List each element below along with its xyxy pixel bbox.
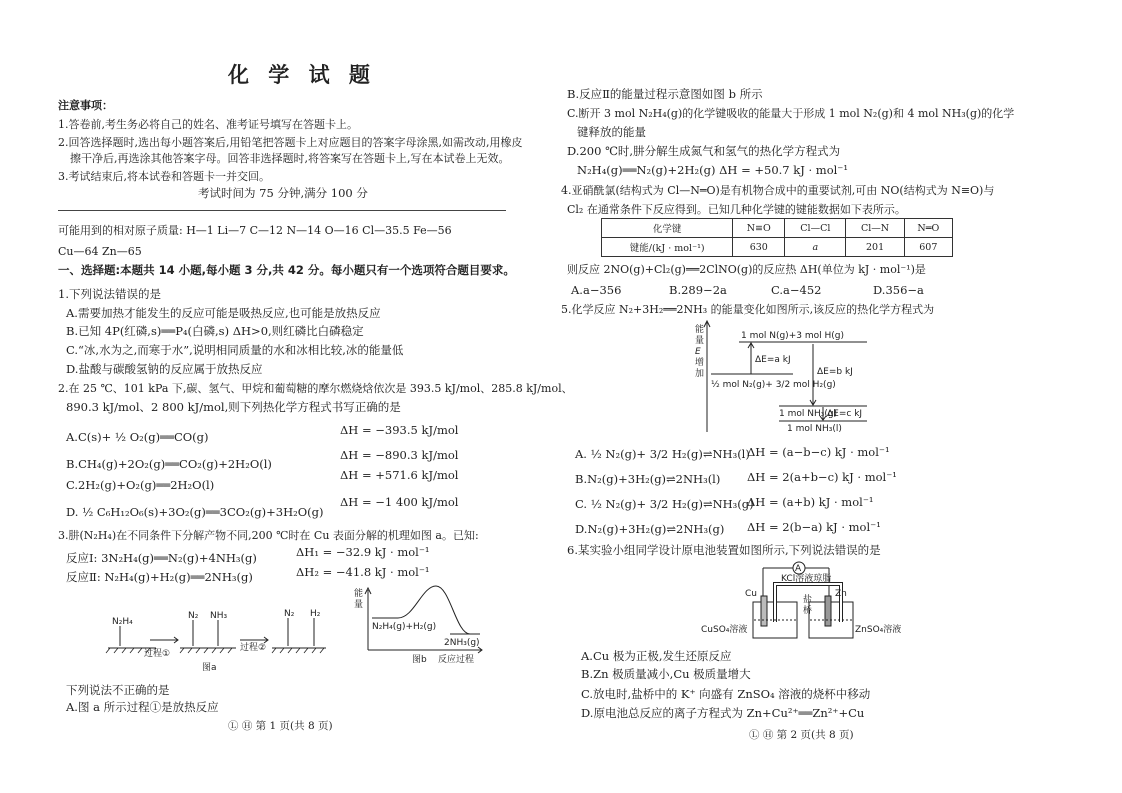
- diagram-ylabel-3: E: [695, 347, 701, 357]
- q6-stem: 6.某实验小组同学设计原电池装置如图所示,下列说法错误的是: [567, 543, 881, 557]
- figb-caption: 图b: [412, 655, 427, 665]
- q4-option-a: A.a−356: [571, 283, 622, 297]
- table-header-cell: N═O: [904, 219, 952, 238]
- q4-stem-1: 4.亚硝酰氯(结构式为 Cl—N═O)是有机物合成中的重要试剂,可由 NO(结构式为 N≡O)与: [561, 184, 995, 197]
- table-cell: 607: [904, 238, 952, 257]
- q1-option-b: B.已知 4P(红磷,s)══P₄(白磷,s) ΔH>0,则红磷比白磷稳定: [66, 324, 364, 338]
- salt-bridge-char-2: 桥: [803, 606, 813, 616]
- section-1-heading: 一、选择题:本题共 14 小题,每小题 3 分,共 42 分。每小题只有一个选项符合题目要求。: [58, 263, 515, 277]
- figa-n2-b: N₂: [284, 609, 295, 619]
- cuso4-label: CuSO₄溶液: [701, 625, 748, 635]
- q3-option-b: B.反应Ⅱ的能量过程示意图如图 b 所示: [567, 87, 763, 101]
- q6-option-c: C.放电时,盐桥中的 K⁺ 向盛有 ZnSO₄ 溶液的烧杯中移动: [581, 687, 871, 701]
- table-header-cell: 化学键: [602, 219, 733, 238]
- cu-electrode-label: Cu: [745, 589, 757, 599]
- diagram-nh3-liquid: 1 mol NH₃(l): [787, 424, 842, 434]
- q4-option-b: B.289−2a: [669, 283, 727, 297]
- q5-option-b-dh: ΔH = 2(a+b−c) kJ · mol⁻¹: [747, 470, 897, 484]
- q5-stem: 5.化学反应 N₂+3H₂══2NH₃ 的能量变化如图所示,该反应的热化学方程式为: [561, 303, 935, 316]
- q2-option-d-dh: ΔH = −1 400 kJ/mol: [340, 495, 459, 509]
- notice-heading: 注意事项：: [58, 99, 113, 112]
- figa-step-1: 过程①: [144, 649, 171, 659]
- q2-option-c: C.2H₂(g)+O₂(g)══2H₂O(l): [66, 478, 215, 492]
- q3-option-a: A.图 a 所示过程①是放热反应: [66, 700, 219, 714]
- notice-2-cont: 擦干净后,再选涂其他答案字母。回答非选择题时,将答案写在答题卡上,写在本试卷上无效。: [70, 152, 510, 165]
- table-cell: 键能/(kJ · mol⁻¹): [602, 238, 733, 257]
- figa-n2h4: N₂H₄: [112, 617, 133, 627]
- table-cell: 201: [846, 238, 904, 257]
- q3-reaction-1: 反应Ⅰ: 3N₂H₄(g)══N₂(g)+4NH₃(g): [66, 551, 257, 565]
- q3-option-c-1: C.断开 3 mol N₂H₄(g)的化学键吸收的能量大于形成 1 mol N₂(g)和 4 mol NH₃(g)的化学: [567, 107, 1015, 120]
- q2-option-d: D. ½ C₆H₁₂O₆(s)+3O₂(g)══3CO₂(g)+3H₂O(g): [66, 505, 324, 519]
- page-2: [561, 0, 1122, 793]
- exam-time: 考试时间为 75 分钟,满分 100 分: [198, 186, 368, 200]
- q4-option-d: D.356−a: [873, 283, 924, 297]
- q1-option-c: C.“冰,水为之,而寒于水”,说明相同质量的水和冰相比较,冰的能量低: [66, 343, 404, 357]
- q5-option-a: A. ½ N₂(g)+ 3/2 H₂(g)⇌NH₃(l): [575, 447, 750, 461]
- q3-following: 下列说法不正确的是: [66, 683, 170, 697]
- zn-electrode-label: Zn: [835, 589, 847, 599]
- ammeter-icon: A: [795, 564, 802, 574]
- notice-3: 3.考试结束后,将本试卷和答题卡一并交回。: [58, 170, 270, 183]
- bond-energy-table: [601, 218, 953, 257]
- diagram-delta-a: ΔE=a kJ: [755, 355, 791, 365]
- figure-b: [352, 584, 492, 674]
- q1-stem: 1.下列说法错误的是: [58, 287, 161, 301]
- figa-h2: H₂: [310, 609, 321, 619]
- diagram-nh3-gas: 1 mol NH₃(g): [779, 409, 838, 419]
- diagram-delta-b: ΔE=b kJ: [817, 367, 853, 377]
- q5-option-c-dh: ΔH = (a+b) kJ · mol⁻¹: [747, 495, 874, 509]
- figure-a: [100, 600, 340, 680]
- q5-option-c: C. ½ N₂(g)+ 3/2 H₂(g)⇌NH₃(g): [575, 497, 754, 511]
- q6-option-b: B.Zn 极质量减小,Cu 极质量增大: [581, 667, 751, 681]
- figb-ylabel-2: 量: [354, 600, 364, 610]
- q6-option-d: D.原电池总反应的离子方程式为 Zn+Cu²⁺══Zn²⁺+Cu: [581, 706, 865, 720]
- notice-1: 1.答卷前,考生务必将自己的姓名、准考证号填写在答题卡上。: [58, 118, 358, 131]
- galvanic-cell-figure: [701, 560, 901, 642]
- figa-step-2: 过程②: [240, 643, 267, 653]
- znso4-label: ZnSO₄溶液: [855, 625, 902, 635]
- q5-option-d: D.N₂(g)+3H₂(g)⇌2NH₃(g): [575, 522, 725, 536]
- q3-reaction-2-dh: ΔH₂ = −41.8 kJ · mol⁻¹: [296, 565, 430, 579]
- table-header-row: [602, 219, 953, 238]
- figb-left-label: N₂H₄(g)+H₂(g): [372, 622, 437, 632]
- q5-option-d-dh: ΔH = 2(b−a) kJ · mol⁻¹: [747, 520, 881, 534]
- diagram-ylabel-5: 加: [695, 369, 705, 379]
- q3-option-c-2: 键释放的能量: [577, 125, 646, 139]
- q2-option-c-dh: ΔH = +571.6 kJ/mol: [340, 468, 459, 482]
- atomic-masses-2: Cu—64 Zn—65: [58, 245, 142, 258]
- figb-right-label: 2NH₃(g): [444, 638, 480, 648]
- q5-option-b: B.N₂(g)+3H₂(g)⇌2NH₃(l): [575, 472, 721, 486]
- page-1-footer: Ⓛ Ⓗ 第 1 页(共 8 页): [228, 720, 333, 732]
- header-divider: [58, 210, 506, 211]
- q4-option-c: C.a−452: [771, 283, 822, 297]
- table-cell: a: [785, 238, 846, 257]
- q2-option-a: A.C(s)+ ½ O₂(g)══CO(g): [66, 430, 209, 444]
- table-header-cell: N≡O: [733, 219, 785, 238]
- notice-2: 2.回答选择题时,选出每小题答案后,用铅笔把答题卡上对应题目的答案字母涂黑,如需改动,用橡皮: [58, 136, 523, 149]
- diagram-top-level: 1 mol N(g)+3 mol H(g): [741, 331, 844, 341]
- diagram-delta-c: ΔE=c kJ: [827, 409, 863, 419]
- diagram-ylabel-2: 量: [695, 336, 705, 346]
- page-2-footer: Ⓛ Ⓗ 第 2 页(共 8 页): [749, 729, 854, 741]
- q1-option-d: D.盐酸与碳酸氢钠的反应属于放热反应: [66, 362, 263, 376]
- q3-reaction-2: 反应Ⅱ: N₂H₄(g)+H₂(g)══2NH₃(g): [66, 570, 253, 584]
- table-header-cell: Cl—Cl: [785, 219, 846, 238]
- table-cell: 630: [733, 238, 785, 257]
- q3-option-d-2: N₂H₄(g)══N₂(g)+2H₂(g) ΔH = +50.7 kJ · mol⁻¹: [577, 163, 848, 177]
- q5-option-a-dh: ΔH = (a−b−c) kJ · mol⁻¹: [747, 445, 890, 459]
- page-title: 化 学 试 题: [228, 62, 376, 87]
- figb-ylabel-1: 能: [354, 589, 364, 599]
- q3-stem: 3.肼(N₂H₄)在不同条件下分解产物不同,200 ℃时在 Cu 表面分解的机理如图 a。已知:: [58, 529, 479, 542]
- q2-option-b: B.CH₄(g)+2O₂(g)══CO₂(g)+2H₂O(l): [66, 457, 272, 471]
- salt-bridge-char-1: 盐: [803, 595, 813, 605]
- table-header-cell: Cl—N: [846, 219, 904, 238]
- energy-level-diagram: [695, 318, 885, 436]
- atomic-masses-1: 可能用到的相对原子质量: H—1 Li—7 C—12 N—14 O—16 Cl—35.5 Fe—56: [58, 224, 452, 237]
- figa-nh3: NH₃: [210, 611, 228, 621]
- figb-xlabel: 反应过程: [438, 655, 475, 665]
- diagram-ylabel-4: 增: [695, 358, 705, 368]
- q1-option-a: A.需要加热才能发生的反应可能是吸热反应,也可能是放热反应: [66, 306, 381, 320]
- q4-stem-2: Cl₂ 在通常条件下反应得到。已知几种化学键的键能数据如下表所示。: [567, 203, 906, 216]
- q2-option-b-dh: ΔH = −890.3 kJ/mol: [340, 448, 459, 462]
- salt-bridge-label: KCl溶液琼脂: [781, 574, 832, 584]
- q2-stem-2: 890.3 kJ/mol、2 800 kJ/mol,则下列热化学方程式书写正确的是: [66, 400, 401, 414]
- q6-option-a: A.Cu 极为正极,发生还原反应: [581, 649, 732, 663]
- figa-n2: N₂: [188, 611, 199, 621]
- diagram-mid-level: ½ mol N₂(g)+ 3/2 mol H₂(g): [711, 380, 836, 390]
- figa-caption: 图a: [202, 663, 217, 673]
- q3-option-d-1: D.200 ℃时,肼分解生成氮气和氢气的热化学方程式为: [567, 144, 841, 158]
- diagram-ylabel-1: 能: [695, 325, 705, 335]
- table-row: [602, 238, 953, 257]
- q4-question: 则反应 2NO(g)+Cl₂(g)══2ClNO(g)的反应热 ΔH(单位为 kJ · mol⁻¹)是: [567, 263, 926, 276]
- q2-option-a-dh: ΔH = −393.5 kJ/mol: [340, 423, 459, 437]
- q2-stem-1: 2.在 25 ℃、101 kPa 下,碳、氢气、甲烷和葡萄糖的摩尔燃烧焓依次是 393.5 kJ/mol、285.8 kJ/mol、: [58, 382, 573, 395]
- q3-reaction-1-dh: ΔH₁ = −32.9 kJ · mol⁻¹: [296, 545, 430, 559]
